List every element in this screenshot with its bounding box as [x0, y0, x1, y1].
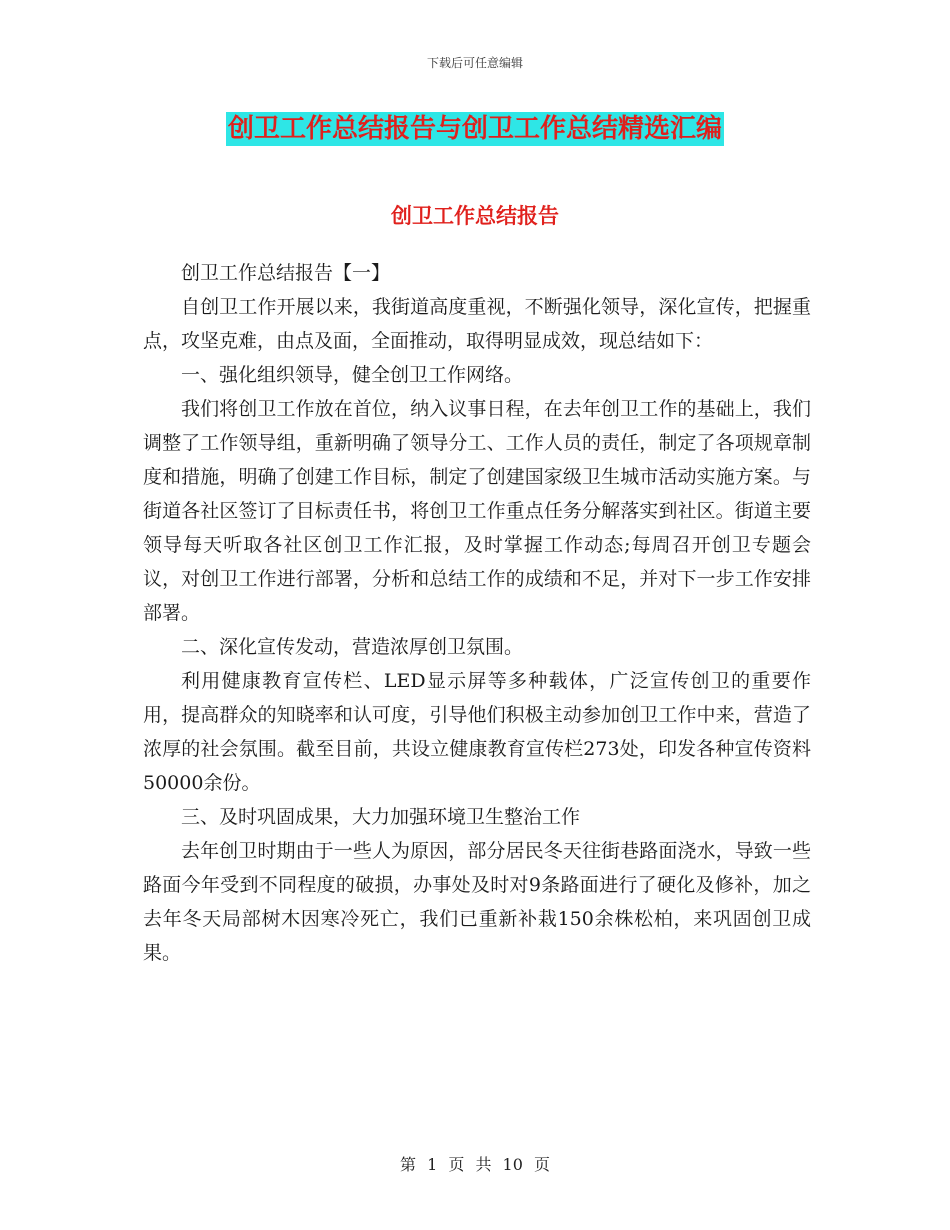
page-footer: 第 1 页 共 10 页 [400, 1155, 550, 1174]
paragraph-heading-2: 二、深化宣传发动，营造浓厚创卫氛围。 [181, 636, 524, 658]
section-title: 创卫工作总结报告 [391, 204, 559, 228]
paragraph-intro: 自创卫工作开展以来，我街道高度重视，不断强化领导，深化宣传，把握重点，攻坚克难，由点及面，全面推动，取得明显成效，现总结如下： [143, 296, 811, 352]
header-note: 下载后可任意编辑 [426, 56, 523, 70]
document-title: 创卫工作总结报告与创卫工作总结精选汇编 [227, 114, 722, 144]
paragraph-body-2: 利用健康教育宣传栏、LED显示屏等多种载体，广泛宣传创卫的重要作用，提高群众的知晓率和认可度，引导他们积极主动参加创卫工作中来，营造了浓厚的社会氛围。截至目前，共设立健康教育宣传栏273处，印发各种宣传资料50000余份。 [143, 670, 811, 794]
paragraph-heading-3: 三、及时巩固成果，大力加强环境卫生整治工作 [181, 806, 581, 828]
paragraph-subheading: 创卫工作总结报告【一】 [181, 262, 391, 284]
document-body [143, 222, 811, 970]
document-title-wrap [0, 112, 950, 146]
paragraph-heading-1: 一、强化组织领导，健全创卫工作网络。 [181, 364, 524, 386]
paragraph-body-3: 去年创卫时期由于一些人为原因，部分居民冬天往街巷路面浇水，导致一些路面今年受到不同程度的破损，办事处及时对9条路面进行了硬化及修补，加之去年冬天局部树木因寒冷死亡，我们已重新补栽150余株松柏，来巩固创卫成果。 [143, 840, 811, 964]
paragraph-body-1: 我们将创卫工作放在首位，纳入议事日程，在去年创卫工作的基础上，我们调整了工作领导组，重新明确了领导分工、工作人员的责任，制定了各项规章制度和措施，明确了创建工作目标，制定了创建国家级卫生城市活动实施方案。与街道各社区签订了目标责任书，将创卫工作重点任务分解落实到社区。街道主要领导每天听取各社区创卫工作汇报，及时掌握工作动态;每周召开创卫专题会议，对创卫工作进行部署，分析和总结工作的成绩和不足，并对下一步工作安排部署。 [143, 398, 811, 624]
